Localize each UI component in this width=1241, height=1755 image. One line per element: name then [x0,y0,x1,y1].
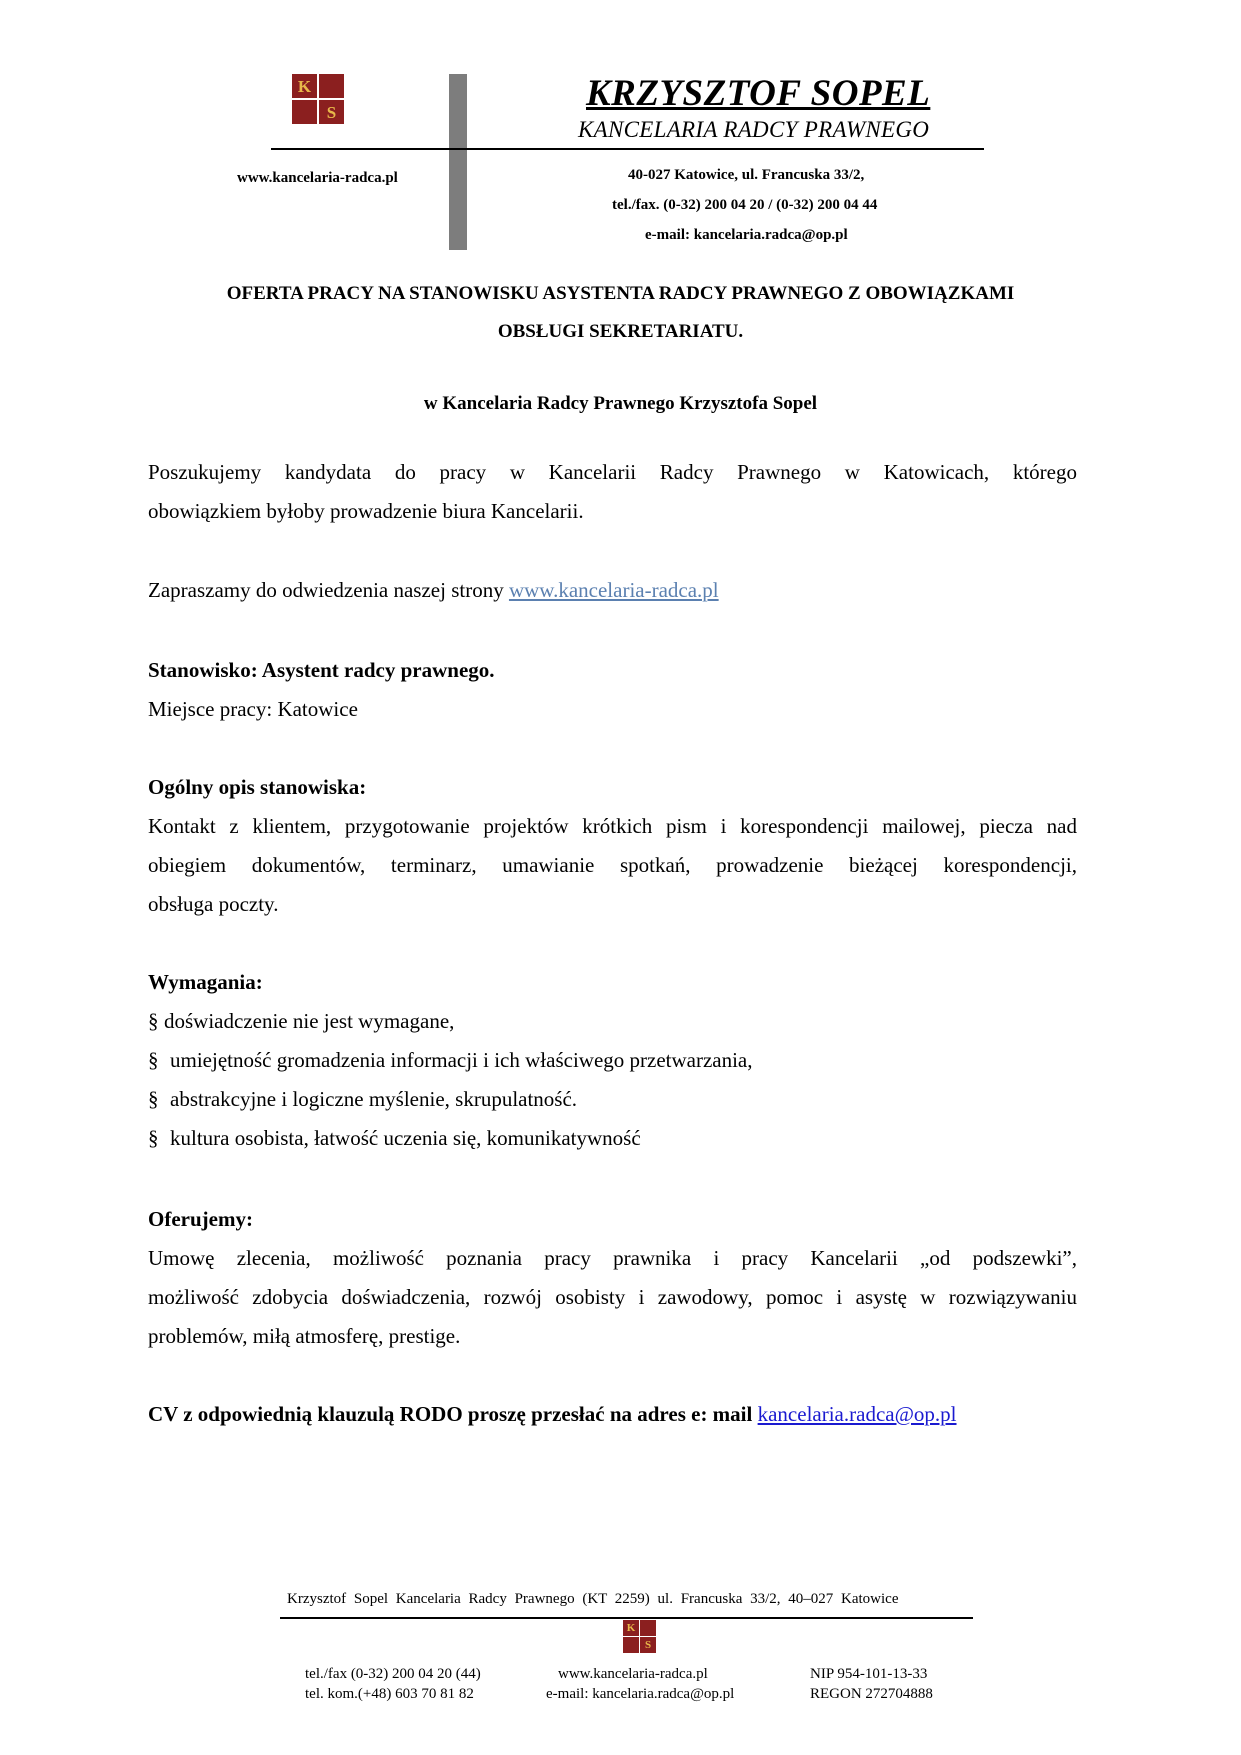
footer-email[interactable]: e-mail: kancelaria.radca@op.pl [546,1686,735,1702]
footer-registry [810,1664,933,1704]
header-rule [271,148,984,150]
section-sign-icon: § [148,1087,159,1111]
logo-letter-k: K [623,1620,639,1636]
footer-contact [546,1664,734,1704]
logo-cell-blank [319,74,344,98]
firm-name: KRZYSZTOF SOPEL [586,73,931,114]
firm-logo [292,74,344,124]
requirement-item [148,1080,1077,1119]
footer-regon: REGON 272704888 [810,1686,933,1702]
header-website[interactable]: www.kancelaria-radca.pl [237,170,398,186]
email-link[interactable]: kancelaria.radca@op.pl [757,1402,957,1426]
header-divider-bar [449,74,467,250]
requirement-text: kultura osobista, łatwość uczenia się, komunikatywność [170,1126,641,1150]
work-place: Miejsce pracy: Katowice [148,697,358,721]
logo-letter-k: K [292,74,317,98]
logo-letter-s: S [640,1637,656,1653]
footer-nip: NIP 954-101-13-33 [810,1666,928,1682]
description-line: obsługa poczty. [148,892,279,916]
requirement-text: doświadczenie nie jest wymagane, [164,1009,455,1033]
footer-rule [280,1617,973,1619]
logo-cell-blank [623,1637,639,1653]
footer-phone-mobile: tel. kom.(+48) 603 70 81 82 [305,1686,474,1702]
description-line: obiegiem dokumentów, terminarz, umawianie spotkań, prowadzenie bieżącej korespondencji, [148,853,1077,877]
intro-line: obowiązkiem byłoby prowadzenie biura Kancelarii. [148,499,584,523]
position-label: Stanowisko: Asystent radcy prawnego. [148,658,495,682]
cv-instruction: CV z odpowiednią klauzulą RODO proszę przesłać na adres e: mail [148,1402,758,1426]
invite-paragraph [148,571,1077,610]
intro-line: Poszukujemy kandydata do pracy w Kancelarii Radcy Prawnego w Katowicach, którego [148,460,1077,484]
requirement-item [148,1002,1077,1041]
footer-phone-fax: tel./fax (0-32) 200 04 20 (44) [305,1666,481,1682]
logo-letter-s: S [319,100,344,124]
requirements-section [148,963,1077,1158]
requirement-item [148,1041,1077,1080]
footer-phones [305,1664,481,1704]
requirements-heading: Wymagania: [148,970,263,994]
description-section [148,768,1077,924]
description-heading: Ogólny opis stanowiska: [148,775,367,799]
section-sign-icon: § [148,1126,159,1150]
website-link[interactable]: www.kancelaria-radca.pl [508,578,719,602]
footer-website[interactable]: www.kancelaria-radca.pl [558,1666,708,1682]
header-email[interactable]: e-mail: kancelaria.radca@op.pl [645,227,848,243]
description-line: Kontakt z klientem, przygotowanie projektów krótkich pism i korespondencji mailowej, piecza nad [148,814,1077,838]
invite-text: Zapraszamy do odwiedzenia naszej strony [148,578,509,602]
logo-cell-blank [640,1620,656,1636]
requirement-text: umiejętność gromadzenia informacji i ich właściwego przetwarzania, [170,1048,753,1072]
offer-subtitle: w Kancelaria Radcy Prawnego Krzysztofa Sopel [423,393,818,414]
offer-title-line1: OFERTA PRACY NA STANOWISKU ASYSTENTA RADCY PRAWNEGO Z OBOWIĄZKAMI [226,283,1015,304]
intro-paragraph [148,453,1077,531]
offer-heading: Oferujemy: [148,1207,253,1231]
offer-line: problemów, miłą atmosferę, prestige. [148,1324,461,1348]
offer-title-line2: OBSŁUGI SEKRETARIATU. [497,321,744,342]
requirement-text: abstrakcyjne i logiczne myślenie, skrupulatność. [170,1087,578,1111]
logo-cell-blank [292,100,317,124]
section-sign-icon: § [148,1009,159,1033]
position-section [148,651,1077,729]
header-phone: tel./fax. (0-32) 200 04 20 / (0-32) 200 04 44 [612,197,878,213]
offer-line: możliwość zdobycia doświadczenia, rozwój osobisty i zawodowy, pomoc i asystę w rozwiązywaniu [148,1285,1077,1309]
firm-subtitle: KANCELARIA RADCY PRAWNEGO [578,117,930,142]
requirement-item [148,1119,1077,1158]
header-address: 40-027 Katowice, ul. Francuska 33/2, [628,167,865,183]
offer-section [148,1200,1077,1356]
offer-line: Umowę zlecenia, możliwość poznania pracy prawnika i pracy Kancelarii „od podszewki”, [148,1246,1077,1270]
section-sign-icon: § [148,1048,159,1072]
cv-section [148,1395,1077,1434]
footer-logo [623,1620,656,1653]
footer-firm-line: Krzysztof Sopel Kancelaria Radcy Prawnego (KT 2259) ul. Francuska 33/2, 40–027 Katowice [287,1591,899,1607]
